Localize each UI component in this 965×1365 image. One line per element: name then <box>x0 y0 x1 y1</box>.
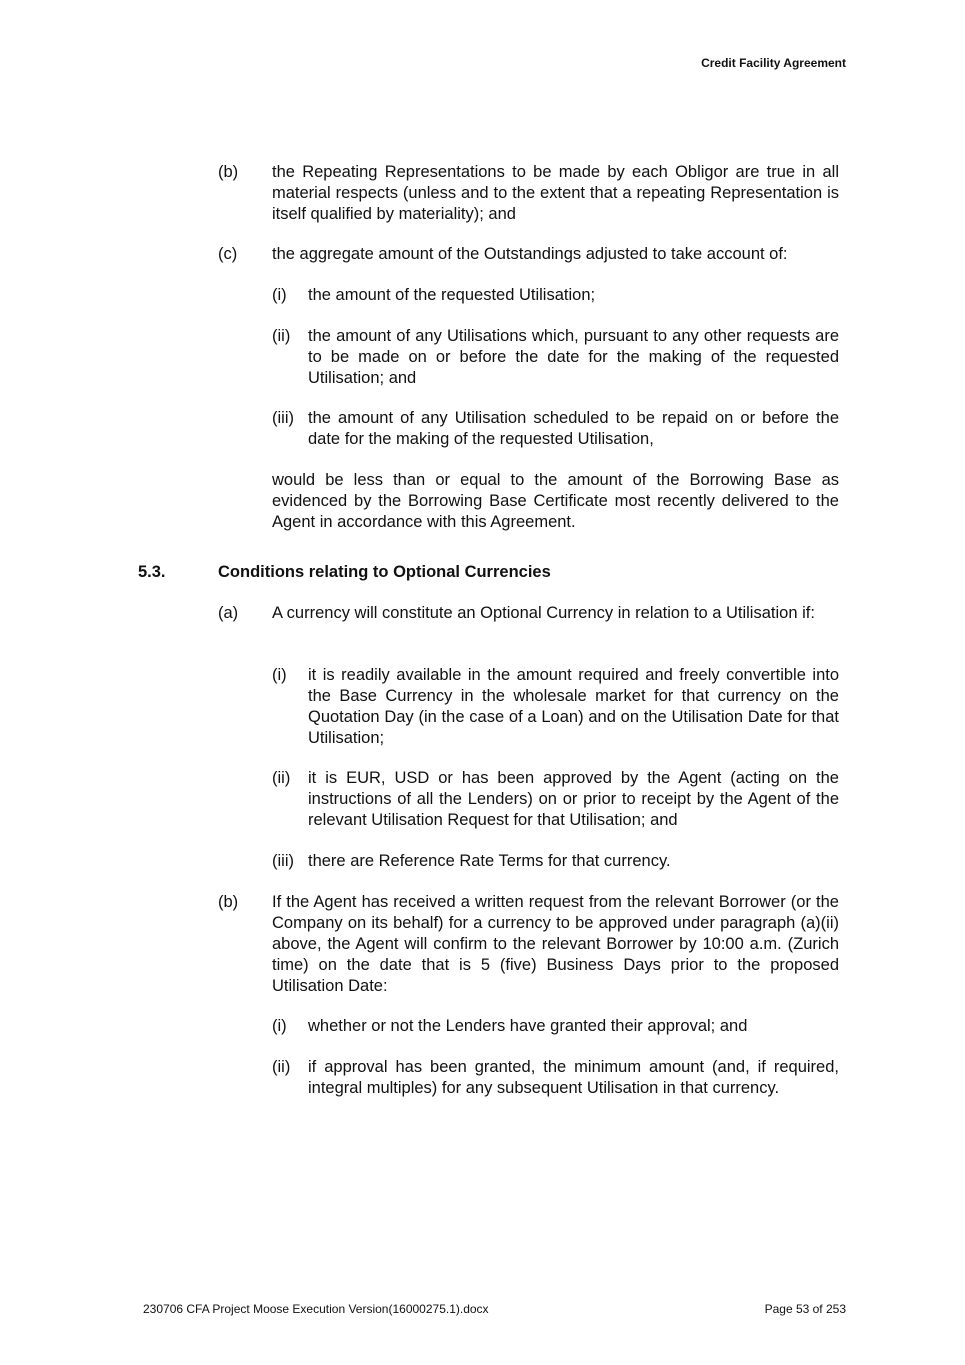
clause-label: (a) <box>218 604 239 622</box>
subclause-label: (iii) <box>272 852 294 870</box>
subclause-text: if approval has been granted, the minimum amount (and, if required, integral multiples) for any subsequent Utilisation in that currency. <box>308 1058 839 1097</box>
clause-text: A currency will constitute an Optional Currency in relation to a Utilisation if: <box>272 604 815 622</box>
subclause-label: (i) <box>272 286 287 304</box>
subclause-label: (iii) <box>272 409 294 427</box>
clause-text: the Repeating Representations to be made by each Obligor are true in all material respects (unless and to the extent that a repeating Representation is itself qualified by materiality); and <box>272 163 839 223</box>
subclause-text: there are Reference Rate Terms for that currency. <box>308 852 671 870</box>
subclause-text: it is EUR, USD or has been approved by the Agent (acting on the instructions of all the Lenders) on or prior to receipt by the Agent of the relevant Utilisation Request for that Utilisation; and <box>308 769 839 829</box>
clause-conclusion-text: would be less than or equal to the amount of the Borrowing Base as evidenced by the Borrowing Base Certificate most recently delivered to the Agent in accordance with this Agreement. <box>272 471 839 531</box>
subclause-label: (ii) <box>272 1058 291 1076</box>
clause-text: the aggregate amount of the Outstandings adjusted to take account of: <box>272 245 788 263</box>
subclause-text: the amount of any Utilisation scheduled to be repaid on or before the date for the making of the requested Utilisation, <box>308 409 839 448</box>
clause-label: (b) <box>218 893 239 911</box>
running-header-title: Credit Facility Agreement <box>701 56 846 70</box>
subclause-text: the amount of the requested Utilisation; <box>308 286 596 304</box>
subclause-label: (ii) <box>272 769 291 787</box>
section-heading: Conditions relating to Optional Currencies <box>218 563 551 581</box>
clause-label: (c) <box>218 245 238 263</box>
clause-label: (b) <box>218 163 239 181</box>
clause-text: If the Agent has received a written request from the relevant Borrower (or the Company on its behalf) for a currency to be approved under paragraph (a)(ii) above, the Agent will confirm to the relevant Borrower by 10:00 a.m. (Zurich time) on the date that is 5 (five) Business Days prior to the proposed Utilisation Date: <box>272 893 839 995</box>
subclause-text: the amount of any Utilisations which, pursuant to any other requests are to be made on or before the date for the making of the requested Utilisation; and <box>308 327 839 387</box>
subclause-text: it is readily available in the amount required and freely convertible into the Base Currency in the wholesale market for that currency on the Quotation Day (in the case of a Loan) and on the Utilisation Date for that Utilisation; <box>308 666 839 747</box>
footer-page-number: Page 53 of 253 <box>764 1302 846 1316</box>
subclause-label: (i) <box>272 1017 287 1035</box>
footer-filename: 230706 CFA Project Moose Execution Version(16000275.1).docx <box>143 1302 489 1316</box>
section-number: 5.3. <box>138 563 166 581</box>
subclause-label: (ii) <box>272 327 291 345</box>
subclause-text: whether or not the Lenders have granted their approval; and <box>308 1017 748 1035</box>
subclause-label: (i) <box>272 666 287 684</box>
